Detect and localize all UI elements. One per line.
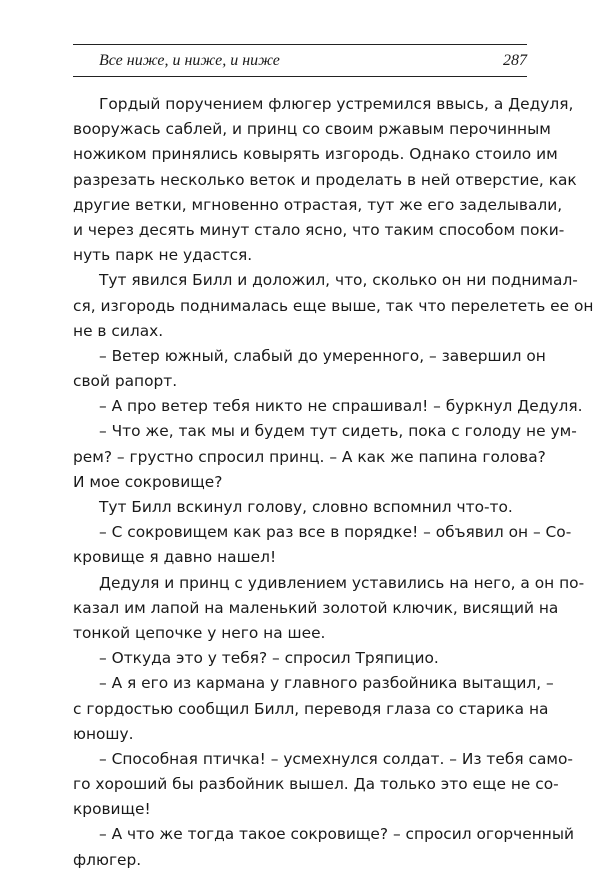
text-line: – А я его из кармана у главного разбойника вытащил, – xyxy=(99,674,554,693)
running-header xyxy=(73,48,527,74)
text-line: рем? – грустно спросил принц. – А как же папина голова? xyxy=(73,447,546,466)
text-line: кровище я давно нашел! xyxy=(73,548,277,567)
text-line: ся, изгородь поднималась еще выше, так что перелететь ее он xyxy=(73,296,594,315)
page-number: 287 xyxy=(503,52,527,69)
text-line: не в силах. xyxy=(73,321,164,340)
text-line: казал им лапой на маленький золотой ключик, висящий на xyxy=(73,598,559,617)
text-line: флюгер. xyxy=(73,850,142,869)
text-line: – Способная птичка! – усмехнулся солдат. – Из тебя само- xyxy=(99,749,573,768)
body-text xyxy=(73,92,594,873)
text-line: Дедуля и принц с удивлением уставились на него, а он по- xyxy=(99,573,585,592)
text-line: И мое сокровище? xyxy=(73,472,223,491)
text-line: – Откуда это у тебя? – спросил Тряпицио. xyxy=(99,649,439,668)
text-line: го хороший бы разбойник вышел. Да только это еще не со- xyxy=(73,775,559,794)
text-line: нуть парк не удастся. xyxy=(73,246,253,265)
text-line: свой рапорт. xyxy=(73,372,178,391)
text-line: кровище! xyxy=(73,800,151,819)
running-title: Все ниже, и ниже, и ниже xyxy=(99,52,280,69)
text-line: – С сокровищем как раз все в порядке! – объявил он – Со- xyxy=(99,523,572,542)
text-line: Тут Билл вскинул голову, словно вспомнил что-то. xyxy=(99,498,513,516)
text-line: вооружась саблей, и принц со своим ржавым перочинным xyxy=(73,120,551,139)
text-line: – А про ветер тебя никто не спрашивал! – буркнул Дедуля. xyxy=(99,397,583,416)
text-line: другие ветки, мгновенно отрастая, тут же его заделывали, xyxy=(73,195,563,214)
header-top-rule xyxy=(73,44,527,45)
text-line: и через десять минут стало ясно, что таким способом поки- xyxy=(73,220,565,239)
text-line: Тут явился Билл и доложил, что, сколько он ни поднимал- xyxy=(99,271,578,290)
text-line: – Что же, так мы и будем тут сидеть, пока с голоду не ум- xyxy=(99,422,577,441)
text-line: ножиком принялись ковырять изгородь. Однако стоило им xyxy=(73,145,558,164)
text-line: Гордый поручением флюгер устремился ввысь, а Дедуля, xyxy=(99,95,574,113)
text-line: тонкой цепочке у него на шее. xyxy=(73,623,326,642)
text-line: – А что же тогда такое сокровище? – спросил огорченный xyxy=(99,825,574,844)
text-line: – Ветер южный, слабый до умеренного, – завершил он xyxy=(99,346,546,365)
text-line: с гордостью сообщил Билл, переводя глаза со старика на xyxy=(73,699,549,718)
header-bottom-rule xyxy=(73,76,527,77)
text-line: юношу. xyxy=(73,724,134,743)
text-line: разрезать несколько веток и проделать в ней отверстие, как xyxy=(73,170,577,189)
